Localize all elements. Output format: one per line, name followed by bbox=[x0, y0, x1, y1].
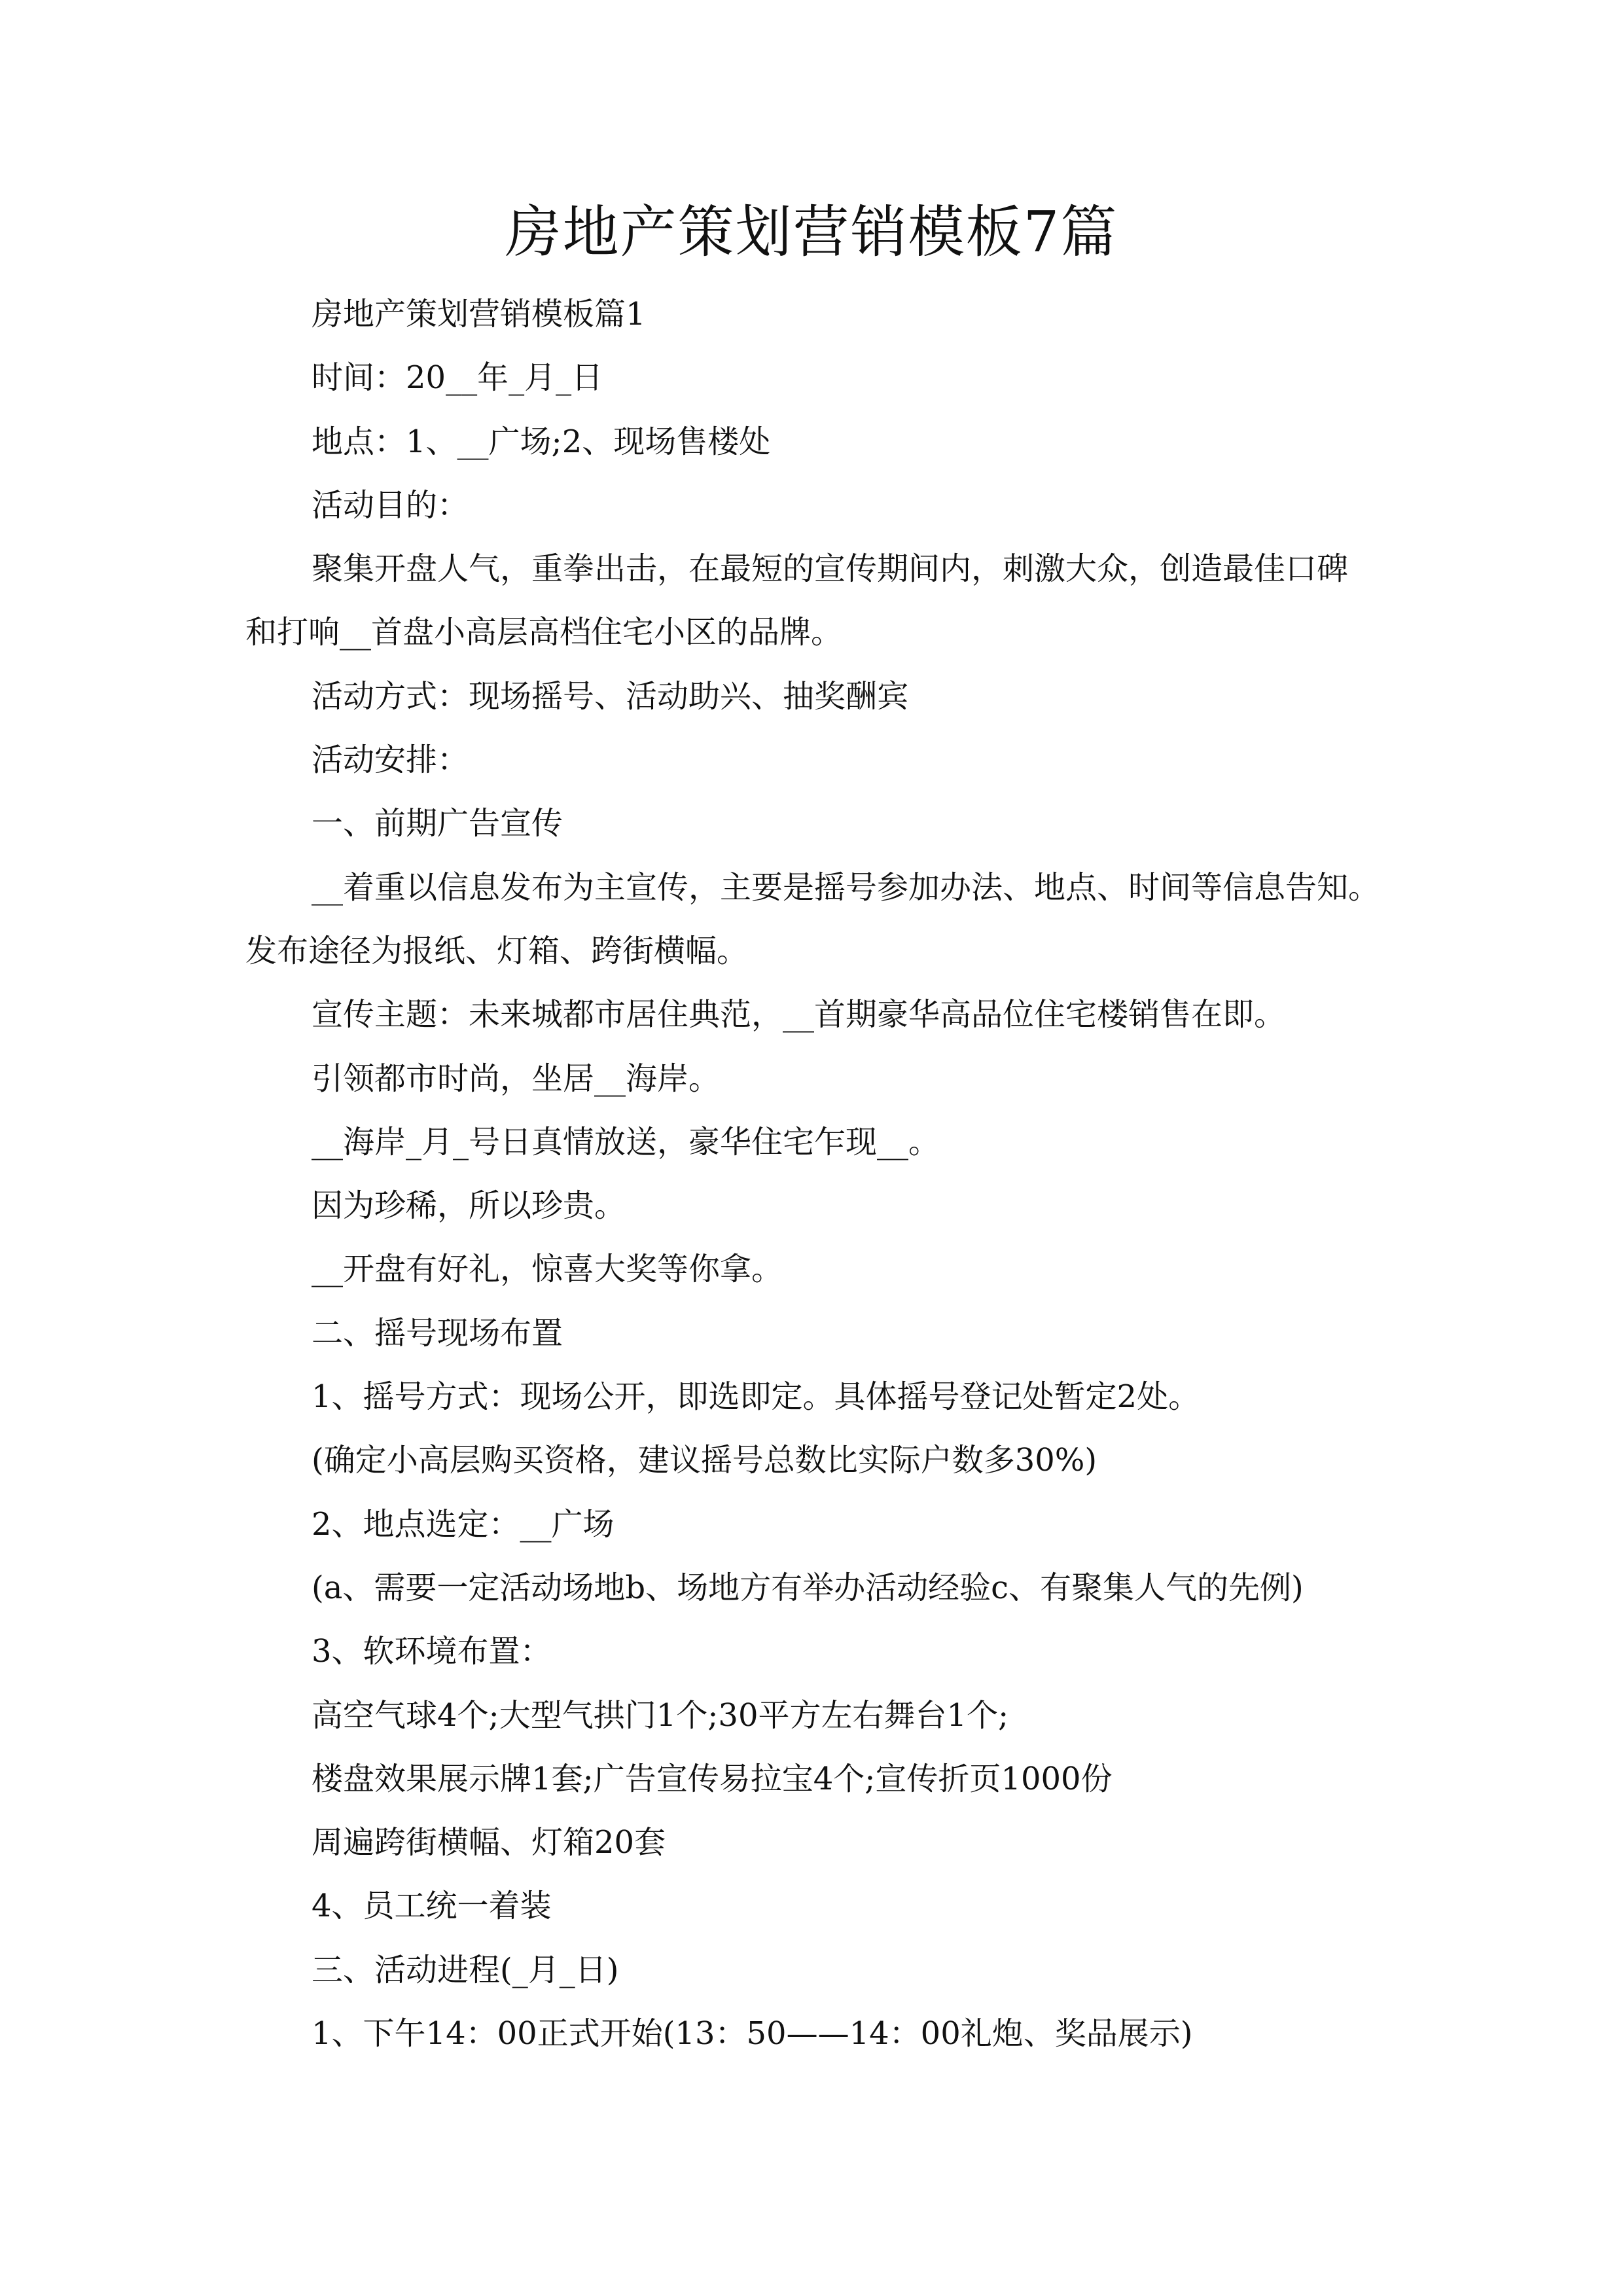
text-line: 4、员工统一着装 bbox=[312, 1888, 552, 1925]
paragraph bbox=[245, 474, 1384, 537]
paragraph bbox=[245, 1174, 1384, 1238]
document-title: 房地产策划营销模板7篇 bbox=[505, 200, 1118, 265]
text-line: 1、下午14：00正式开始(13：50——14：00礼炮、奖品展示) bbox=[312, 2015, 1193, 2053]
text-line: __海岸_月_号日真情放送，豪华住宅乍现__。 bbox=[312, 1123, 940, 1160]
text-line: (确定小高层购买资格，建议摇号总数比实际户数多30%) bbox=[312, 1442, 1097, 1479]
text-line: (a、需要一定活动场地b、场地方有举办活动经验c、有聚集人气的先例) bbox=[312, 1569, 1304, 1606]
paragraph bbox=[245, 1811, 1384, 1874]
paragraph bbox=[245, 1874, 1384, 1938]
paragraph bbox=[245, 283, 1384, 346]
text-line: 二、摇号现场布置 bbox=[312, 1314, 563, 1352]
text-line: 和打响__首盘小高层高档住宅小区的品牌。 bbox=[245, 614, 843, 651]
text-line: 楼盘效果展示牌1套;广告宣传易拉宝4个;宣传折页1000份 bbox=[312, 1760, 1113, 1797]
paragraph bbox=[245, 665, 1384, 728]
paragraph bbox=[245, 1684, 1384, 1748]
text-line: 发布途径为报纸、灯箱、跨街横幅。 bbox=[245, 932, 749, 969]
paragraph bbox=[245, 1111, 1384, 1174]
paragraph bbox=[245, 1493, 1384, 1556]
document-body bbox=[245, 283, 1384, 2066]
paragraph bbox=[245, 1365, 1384, 1429]
paragraph bbox=[245, 2002, 1384, 2066]
text-line: 三、活动进程(_月_日) bbox=[312, 1951, 619, 1988]
paragraph bbox=[245, 1939, 1384, 2002]
paragraph bbox=[245, 792, 1384, 855]
paragraph bbox=[245, 983, 1384, 1047]
text-line: 引领都市时尚，坐居__海岸。 bbox=[312, 1060, 721, 1097]
text-line: 1、摇号方式：现场公开，即选即定。具体摇号登记处暂定2处。 bbox=[312, 1378, 1200, 1416]
text-line: 活动目的： bbox=[312, 486, 469, 524]
paragraph bbox=[245, 1748, 1384, 1811]
paragraph bbox=[245, 856, 1384, 984]
text-line: 因为珍稀，所以珍贵。 bbox=[312, 1187, 626, 1225]
text-line: __着重以信息发布为主宣传，主要是摇号参加办法、地点、时间等信息告知。 bbox=[312, 869, 1380, 906]
paragraph bbox=[245, 1556, 1384, 1620]
paragraph bbox=[245, 537, 1384, 665]
paragraph bbox=[245, 728, 1384, 792]
text-line: 房地产策划营销模板篇1 bbox=[312, 296, 646, 332]
text-line: 地点：1、__广场;2、现场售楼处 bbox=[312, 423, 771, 460]
text-line: 时间：20__年_月_日 bbox=[312, 359, 603, 397]
text-line: 2、地点选定：__广场 bbox=[312, 1505, 615, 1543]
text-line: 3、软环境布置： bbox=[312, 1633, 552, 1670]
text-line: 活动安排： bbox=[312, 742, 469, 779]
paragraph bbox=[245, 410, 1384, 474]
text-line: 一、前期广告宣传 bbox=[312, 805, 563, 842]
paragraph bbox=[245, 1429, 1384, 1492]
paragraph bbox=[245, 1238, 1384, 1301]
paragraph bbox=[245, 1047, 1384, 1111]
text-line: 周遍跨街横幅、灯箱20套 bbox=[312, 1824, 666, 1861]
paragraph bbox=[245, 1302, 1384, 1365]
paragraph bbox=[245, 346, 1384, 410]
text-line: 活动方式：现场摇号、活动助兴、抽奖酬宾 bbox=[312, 677, 909, 715]
paragraph bbox=[245, 1620, 1384, 1683]
text-line: 宣传主题：未来城都市居住典范，__首期豪华高品位住宅楼销售在即。 bbox=[312, 996, 1286, 1033]
text-line: __开盘有好礼，惊喜大奖等你拿。 bbox=[312, 1251, 783, 1288]
text-line: 高空气球4个;大型气拱门1个;30平方左右舞台1个; bbox=[312, 1696, 1009, 1734]
text-line: 聚集开盘人气，重拳出击，在最短的宣传期间内，刺激大众，创造最佳口碑 bbox=[312, 550, 1349, 588]
